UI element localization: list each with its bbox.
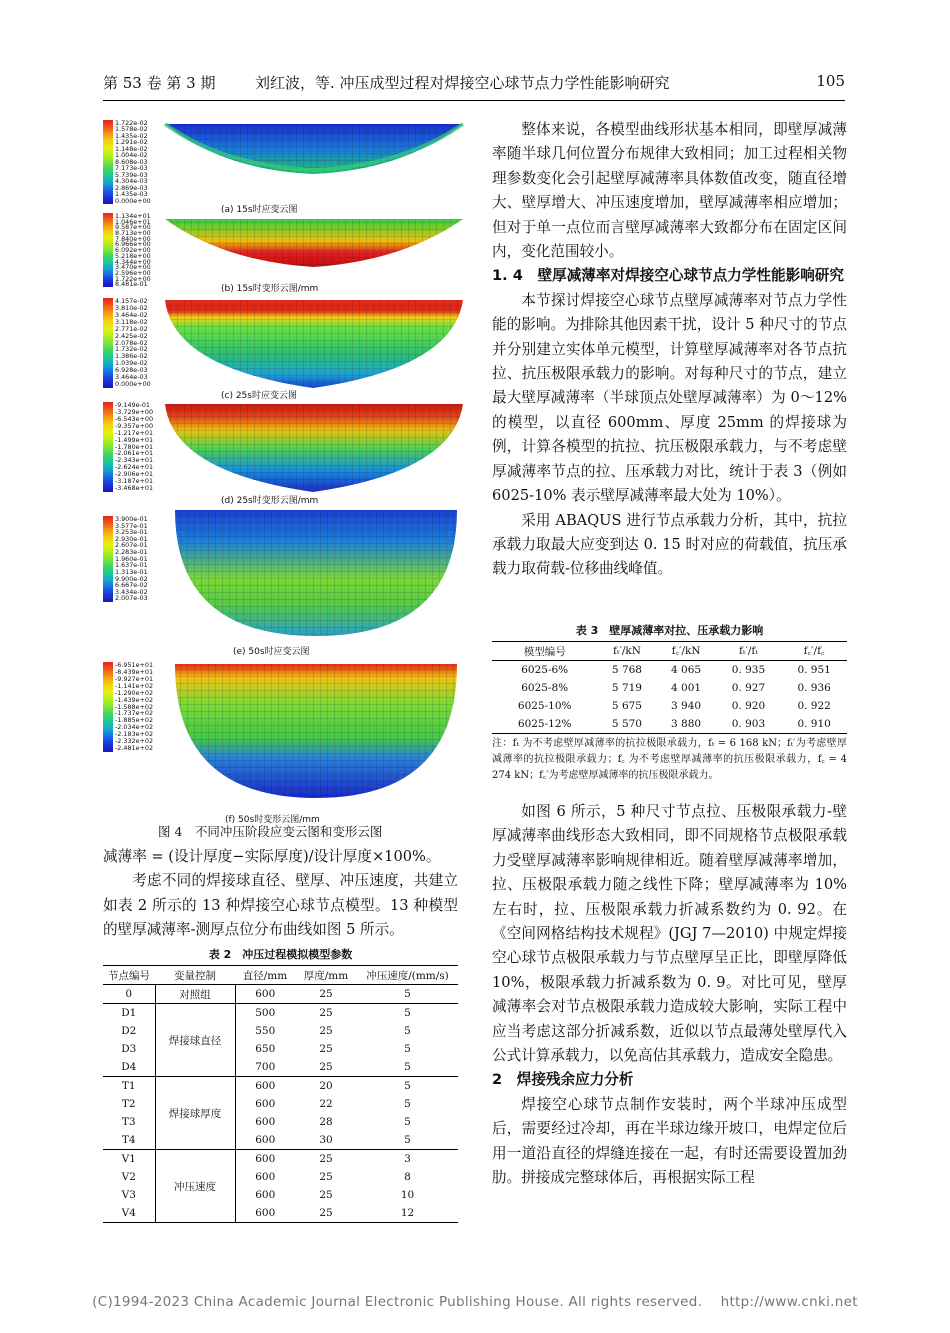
legend-label: -2.183e+02 xyxy=(115,730,154,739)
legend-label: 2.425e-02 xyxy=(115,331,148,340)
legend-label: 1.722e+00 xyxy=(115,274,151,283)
legend-label: 2.607e-01 xyxy=(115,541,148,550)
table-cell: 4 065 xyxy=(671,664,702,676)
table-cell: V2 xyxy=(121,1171,136,1183)
legend-label: -1.217e+01 xyxy=(115,428,154,437)
table-cell: 5 xyxy=(404,1098,411,1110)
table-cell: V1 xyxy=(121,1153,136,1165)
deformation-contour-15s xyxy=(163,215,465,275)
table-cell: 5 xyxy=(404,988,411,1000)
legend-label: 3.470e+00 xyxy=(115,263,151,272)
legend-label: 6.928e-03 xyxy=(115,366,148,375)
col-header: 模型编号 xyxy=(523,645,566,658)
legend-label: 2.283e-01 xyxy=(115,548,148,557)
caption-d: (d) 25s时变形云图/mm xyxy=(221,496,319,506)
table-cell: T2 xyxy=(121,1098,136,1110)
paragraph: 采用 ABAQUS 进行节点承载力分析，其中，抗拉承载力取最大应变到达 0. 15 时对应的荷载值，抗压承载力取荷载-位移曲线峰值。 xyxy=(492,511,847,578)
running-title: 刘红波，等. 冲压成型过程对焊接空心球节点力学性能影响研究 xyxy=(255,74,670,92)
right-column-text-top xyxy=(492,118,847,582)
legend-label: 5.218e+00 xyxy=(115,251,151,260)
page-number: 105 xyxy=(816,72,845,90)
table-cell: 0. 935 xyxy=(731,664,766,676)
legend-label: 3.434e-02 xyxy=(115,587,148,596)
paragraph: 考虑不同的焊接球直径、壁厚、冲压速度，共建立如表 2 所示的 13 种焊接空心球节点模型。13 种模型的壁厚减薄率-测厚点位分布曲线如图 5 所示。 xyxy=(103,872,458,939)
legend-label: -3.468e+01 xyxy=(115,484,154,493)
table-cell: 5 768 xyxy=(611,664,642,676)
table-cell: 600 xyxy=(255,1189,276,1201)
legend-label: -2.332e+02 xyxy=(115,737,154,746)
legend-label: 6.966e+00 xyxy=(115,240,151,249)
table-cell: 5 xyxy=(404,1007,411,1019)
legend-label: 1.722e-02 xyxy=(115,119,148,127)
table-cell: 0. 910 xyxy=(797,718,831,730)
legend-label: -2.624e+01 xyxy=(115,463,154,472)
legend-label: 2.078e-02 xyxy=(115,338,148,347)
panel-e xyxy=(103,506,473,656)
table-cell: 0 xyxy=(125,988,133,1000)
table-cell: 25 xyxy=(319,1207,333,1219)
deformation-contour-25s xyxy=(163,402,465,496)
legend-label: 7.173e-03 xyxy=(115,164,148,173)
legend-label: -1.499e+01 xyxy=(115,435,154,444)
table-cell: 600 xyxy=(255,1153,276,1165)
table-cell: 8 xyxy=(404,1171,411,1183)
legend-label: 1.435e-02 xyxy=(115,131,148,140)
table-3-note: 注：fₜ 为不考虑壁厚减薄率的抗拉极限承载力，fₜ = 6 168 kN；fₜ′为考虑壁厚减薄率的抗拉极限承载力；f꜀ 为不考虑壁厚减薄率的抗压极限承载力，f꜀ = 4 274 kN；f꜀′为考虑壁厚减薄率的抗压极限承载力。 xyxy=(492,738,847,781)
legend-label: -1.439e+02 xyxy=(115,695,154,704)
legend-label: 4.344e+00 xyxy=(115,257,151,266)
legend-label: 6.667e-02 xyxy=(115,581,148,590)
table-cell: 3 940 xyxy=(671,700,702,712)
col-header: fₜ′/fₜ xyxy=(739,645,758,657)
legend-label: 1.291e-02 xyxy=(115,138,148,147)
legend-label: 3.464e-02 xyxy=(115,310,148,319)
table-cell: 6025-10% xyxy=(517,700,572,712)
table-cell: 0. 927 xyxy=(731,682,766,694)
legend-label: -1.588e+02 xyxy=(115,702,154,711)
legend-label: 7.840e+00 xyxy=(115,234,151,243)
legend-label: 1.960e-01 xyxy=(115,554,148,563)
panel-d xyxy=(103,400,473,510)
table-cell: 6025-8% xyxy=(521,682,569,694)
legend-label: 4.304e-03 xyxy=(115,177,148,186)
legend-label: 1.386e-02 xyxy=(115,352,148,361)
running-header xyxy=(103,72,845,101)
table-cell: 5 xyxy=(404,1025,411,1037)
col-header: 冲压速度/(mm/s) xyxy=(366,969,449,982)
caption-f: (f) 50s时变形云图/mm xyxy=(225,815,320,825)
legend-label: 9.900e-02 xyxy=(115,574,148,583)
panel-a xyxy=(103,118,473,213)
legend-label: 0.000e+00 xyxy=(115,380,151,389)
col-header: 直径/mm xyxy=(242,969,288,982)
table-cell: 600 xyxy=(255,1171,276,1183)
strain-contour-50s xyxy=(173,508,459,638)
deformation-contour-50s xyxy=(173,662,459,800)
table-cell: 25 xyxy=(319,1007,333,1019)
legend-colorbar xyxy=(103,120,113,204)
legend-colorbar xyxy=(103,402,113,492)
legend-label: -1.780e+01 xyxy=(115,442,154,451)
legend-colorbar xyxy=(103,213,113,287)
table-cell: T3 xyxy=(121,1116,136,1128)
legend-label: 2.007e-03 xyxy=(115,594,148,603)
table-row xyxy=(492,661,847,680)
legend-label: -3.729e+00 xyxy=(115,407,154,416)
table-cell: 600 xyxy=(255,1080,276,1092)
table-row xyxy=(103,1077,458,1096)
table-cell: 5 xyxy=(404,1080,411,1092)
legend-label: -1.885e+02 xyxy=(115,716,154,725)
legend-label: 1.732e-02 xyxy=(115,345,148,354)
table-cell: 0. 920 xyxy=(731,700,766,712)
group-label: 焊接球直径 xyxy=(155,1004,235,1077)
table-cell: 5 xyxy=(404,1061,411,1073)
table-cell: 5 719 xyxy=(611,682,642,694)
table-cell: D1 xyxy=(121,1007,137,1019)
table-cell: 600 xyxy=(255,1116,276,1128)
table-cell: 0. 922 xyxy=(797,700,831,712)
legend-label: 1.637e-01 xyxy=(115,561,148,570)
legend-label: -2.343e+01 xyxy=(115,456,154,465)
table-cell: 10 xyxy=(400,1189,415,1201)
col-header: f꜀′/kN xyxy=(671,645,701,657)
legend-label: -6.543e+00 xyxy=(115,414,154,423)
table-cell: 30 xyxy=(319,1134,333,1146)
table-cell: 600 xyxy=(255,1207,276,1219)
table-cell: 6025-6% xyxy=(521,664,569,676)
table-3 xyxy=(492,622,847,784)
panel-f xyxy=(103,660,473,845)
legend-label: -9.357e+00 xyxy=(115,421,154,430)
legend-label: 2.771e-02 xyxy=(115,324,148,333)
figure-4-title: 图 4 不同冲压阶段应变云图和变形云图 xyxy=(158,824,383,839)
table-cell: 500 xyxy=(255,1007,276,1019)
table-cell: 25 xyxy=(319,1189,333,1201)
table-cell: 12 xyxy=(400,1207,415,1219)
copyright-footer: (C)1994-2023 China Academic Journal Electronic Publishing House. All rights reserved. http://www.cnki.net xyxy=(92,1294,858,1310)
table-row xyxy=(103,1150,458,1169)
legend-label: 1.578e-02 xyxy=(115,125,148,134)
journal-volume: 第 53 卷 第 3 期 xyxy=(103,74,216,92)
legend-label: 3.577e-01 xyxy=(115,521,148,530)
legend-label: 1.134e+01 xyxy=(115,212,151,220)
right-column-text-bottom xyxy=(492,800,847,1191)
table-cell: D4 xyxy=(121,1061,137,1073)
group-label: 对照组 xyxy=(155,985,235,1004)
legend-label: 1.004e-02 xyxy=(115,151,148,160)
legend-label: -1.737e+02 xyxy=(115,709,154,718)
strain-contour-25s xyxy=(163,298,465,392)
table-cell: V3 xyxy=(121,1189,136,1201)
table-cell: 650 xyxy=(255,1043,276,1055)
col-header: 厚度/mm xyxy=(303,969,349,982)
legend-label: 1.435e-03 xyxy=(115,190,148,199)
table-cell: 700 xyxy=(255,1061,276,1073)
legend-label: 3.464e-03 xyxy=(115,373,148,382)
table-cell: 25 xyxy=(319,1153,333,1165)
thinning-formula: 减薄率 = (设计厚度−实际厚度)/设计厚度×100%。 xyxy=(103,848,441,865)
legend-label: 2.930e-01 xyxy=(115,534,148,543)
table-cell: 25 xyxy=(319,1043,333,1055)
col-header: fₜ′/kN xyxy=(612,645,641,657)
legend-label: 1.046e+01 xyxy=(115,217,151,226)
legend-label: -1.290e+02 xyxy=(115,688,154,697)
legend-label: -3.187e+01 xyxy=(115,477,154,486)
table-cell: 3 880 xyxy=(671,718,702,730)
strain-contour-15s xyxy=(163,118,465,188)
table-row xyxy=(492,679,847,697)
paragraph: 焊接空心球节点制作安装时，两个半球冲压成型后，需要经过冷却，再在半球边缘开坡口，电焊定位后用一道沿直径的焊缝连接在一起，有时还需要设置加劲肋。拼接成完整球体后，再根据实际工程 xyxy=(492,1095,847,1187)
legend-label: 8.713e+00 xyxy=(115,229,151,238)
legend-label: -8.439e+01 xyxy=(115,667,154,676)
legend-label: 1.148e-02 xyxy=(115,144,148,153)
table-cell: 25 xyxy=(319,1061,333,1073)
table-cell: 0. 903 xyxy=(731,718,766,730)
col-header: 节点编号 xyxy=(108,969,150,982)
paragraph: 整体来说，各模型曲线形状基本相同，即壁厚减薄率随半球几何位置分布规律大致相同；加工过程相关物理参数变化会引起壁厚减薄率具体数值改变，随直径增大、壁厚增大、冲压速度增加，壁厚减薄率相应增加；但对于单一点位而言壁厚减薄率大致都分布在固定区间内，变化范围较小。 xyxy=(492,121,847,261)
panel-c xyxy=(103,296,473,401)
legend-label: 6.092e+00 xyxy=(115,246,151,255)
table-cell: 3 xyxy=(404,1153,411,1165)
group-label: 冲压速度 xyxy=(155,1150,235,1223)
table-cell: 5 xyxy=(404,1116,411,1128)
table-cell: D2 xyxy=(121,1025,137,1037)
table-cell: 20 xyxy=(319,1080,333,1092)
legend-label: 4.157e-02 xyxy=(115,297,148,305)
caption-b: (b) 15s时变形云图/mm xyxy=(221,284,319,294)
table-cell: 6025-12% xyxy=(517,718,572,730)
table-cell: 25 xyxy=(319,988,333,1000)
legend-colorbar xyxy=(103,298,113,388)
legend-label: -6.951e+01 xyxy=(115,661,154,669)
legend-label: -1.141e+02 xyxy=(115,681,154,690)
table-cell: D3 xyxy=(121,1043,137,1055)
legend-label: 3.253e-01 xyxy=(115,528,148,537)
legend-label: -9.927e+01 xyxy=(115,674,154,683)
table-cell: V4 xyxy=(121,1207,136,1219)
legend-label: 8.481e-01 xyxy=(115,280,148,289)
table-cell: 5 675 xyxy=(611,700,642,712)
legend-label: 8.608e-03 xyxy=(115,157,148,166)
table-cell: 5 xyxy=(404,1134,411,1146)
table-cell: 600 xyxy=(255,1098,276,1110)
legend-label: 1.313e-01 xyxy=(115,567,148,576)
table-cell: 25 xyxy=(319,1025,333,1037)
legend-label: 3.810e-02 xyxy=(115,303,148,312)
legend-colorbar xyxy=(103,516,113,602)
legend-label: 3.900e-01 xyxy=(115,515,148,523)
legend-colorbar xyxy=(103,662,113,752)
paragraph: 如图 6 所示，5 种尺寸节点拉、压极限承载力-壁厚减薄率曲线形态大致相同，即不同规格节点极限承载力受壁厚减薄率影响规律相近。随着壁厚减薄率增加，拉、压极限承载力随之线性下降；壁厚减薄率为 10% 左右时，拉、压极限承载力折减系数约为 0. 92。在《空间网格结构技术规程》(JGJ 7—2010) 中规定焊接空心球节点极限承载力与节点壁厚呈正比，即壁厚降低 10%，极限承载力折减系数为 0. 9。对比可见，壁厚减薄率会对节点极限承载力造成较大影响，实际工程中应当考虑这部分折减系数，近似以节点最薄处壁厚代入公式计算承载力，以免高估其承载力，造成安全隐患。 xyxy=(492,803,847,1065)
paragraph: 本节探讨焊接空心球节点壁厚减薄率对节点力学性能的影响。为排除其他因素干扰，设计 5 种尺寸的节点并分别建立实体单元模型，计算壁厚减薄率对各节点抗拉、抗压极限承载力的影响。对每种尺寸的节点，建立最大壁厚减薄率（半球顶点处壁厚减薄率）为 0～12% 的模型，以直径 600mm、厚度 25mm 的焊接球为例，计算各模型的抗拉、抗压极限承载力，与不考虑壁厚减薄率节点的拉、压承载力对比，统计于表 3（例如 6025-10% 表示壁厚减薄率最大处为 10%）。 xyxy=(492,291,847,505)
table-row xyxy=(492,697,847,715)
table-2-grid xyxy=(103,965,458,1223)
table-cell: 25 xyxy=(319,1171,333,1183)
table-cell: 5 570 xyxy=(611,718,642,730)
legend-label: -2.061e+01 xyxy=(115,449,154,458)
caption-c: (c) 25s时应变云图 xyxy=(221,391,297,401)
col-header: 变量控制 xyxy=(174,969,216,982)
table-3-grid xyxy=(492,641,847,734)
legend-label: -2.906e+01 xyxy=(115,470,154,479)
legend-label: 5.739e-03 xyxy=(115,170,148,179)
table-cell: 0. 936 xyxy=(797,682,831,694)
table-row xyxy=(103,1004,458,1023)
left-column-text xyxy=(103,845,458,943)
caption-e: (e) 50s时应变云图 xyxy=(233,647,310,657)
group-label: 焊接球厚度 xyxy=(155,1077,235,1150)
legend-label: -9.149e-01 xyxy=(115,401,150,409)
legend-label: 3.118e-02 xyxy=(115,317,148,326)
legend-label: 2.869e-03 xyxy=(115,183,148,192)
table-cell: 0. 951 xyxy=(797,664,831,676)
table-cell: 550 xyxy=(255,1025,276,1037)
section-heading-2: 2 焊接残余应力分析 xyxy=(492,1071,634,1089)
table-2 xyxy=(103,946,458,1223)
table-row xyxy=(103,985,458,1004)
legend-label: -2.034e+02 xyxy=(115,723,154,732)
table-cell: 4 001 xyxy=(671,682,702,694)
table-cell: 600 xyxy=(255,1134,276,1146)
legend-label: 0.000e+00 xyxy=(115,196,151,205)
legend-label: -2.481e+02 xyxy=(115,744,154,753)
table-cell: 5 xyxy=(404,1043,411,1055)
table-2-title: 表 2 冲压过程模拟模型参数 xyxy=(208,948,353,961)
table-cell: 22 xyxy=(319,1098,333,1110)
table-cell: T1 xyxy=(121,1080,136,1092)
table-cell: 28 xyxy=(319,1116,333,1128)
section-heading-1-4: 1. 4 壁厚减薄率对焊接空心球节点力学性能影响研究 xyxy=(492,267,844,285)
legend-label: 2.596e+00 xyxy=(115,268,151,277)
legend-label: 9.587e+00 xyxy=(115,223,151,232)
panel-b xyxy=(103,211,473,296)
table-cell: 600 xyxy=(255,988,276,1000)
caption-a: (a) 15s时应变云图 xyxy=(221,205,298,215)
table-cell: T4 xyxy=(121,1134,136,1146)
legend-label: 1.039e-02 xyxy=(115,359,148,368)
table-3-title: 表 3 壁厚减薄率对拉、压承载力影响 xyxy=(575,624,764,637)
col-header: f꜀′/f꜀ xyxy=(803,645,825,657)
table-row xyxy=(492,715,847,734)
